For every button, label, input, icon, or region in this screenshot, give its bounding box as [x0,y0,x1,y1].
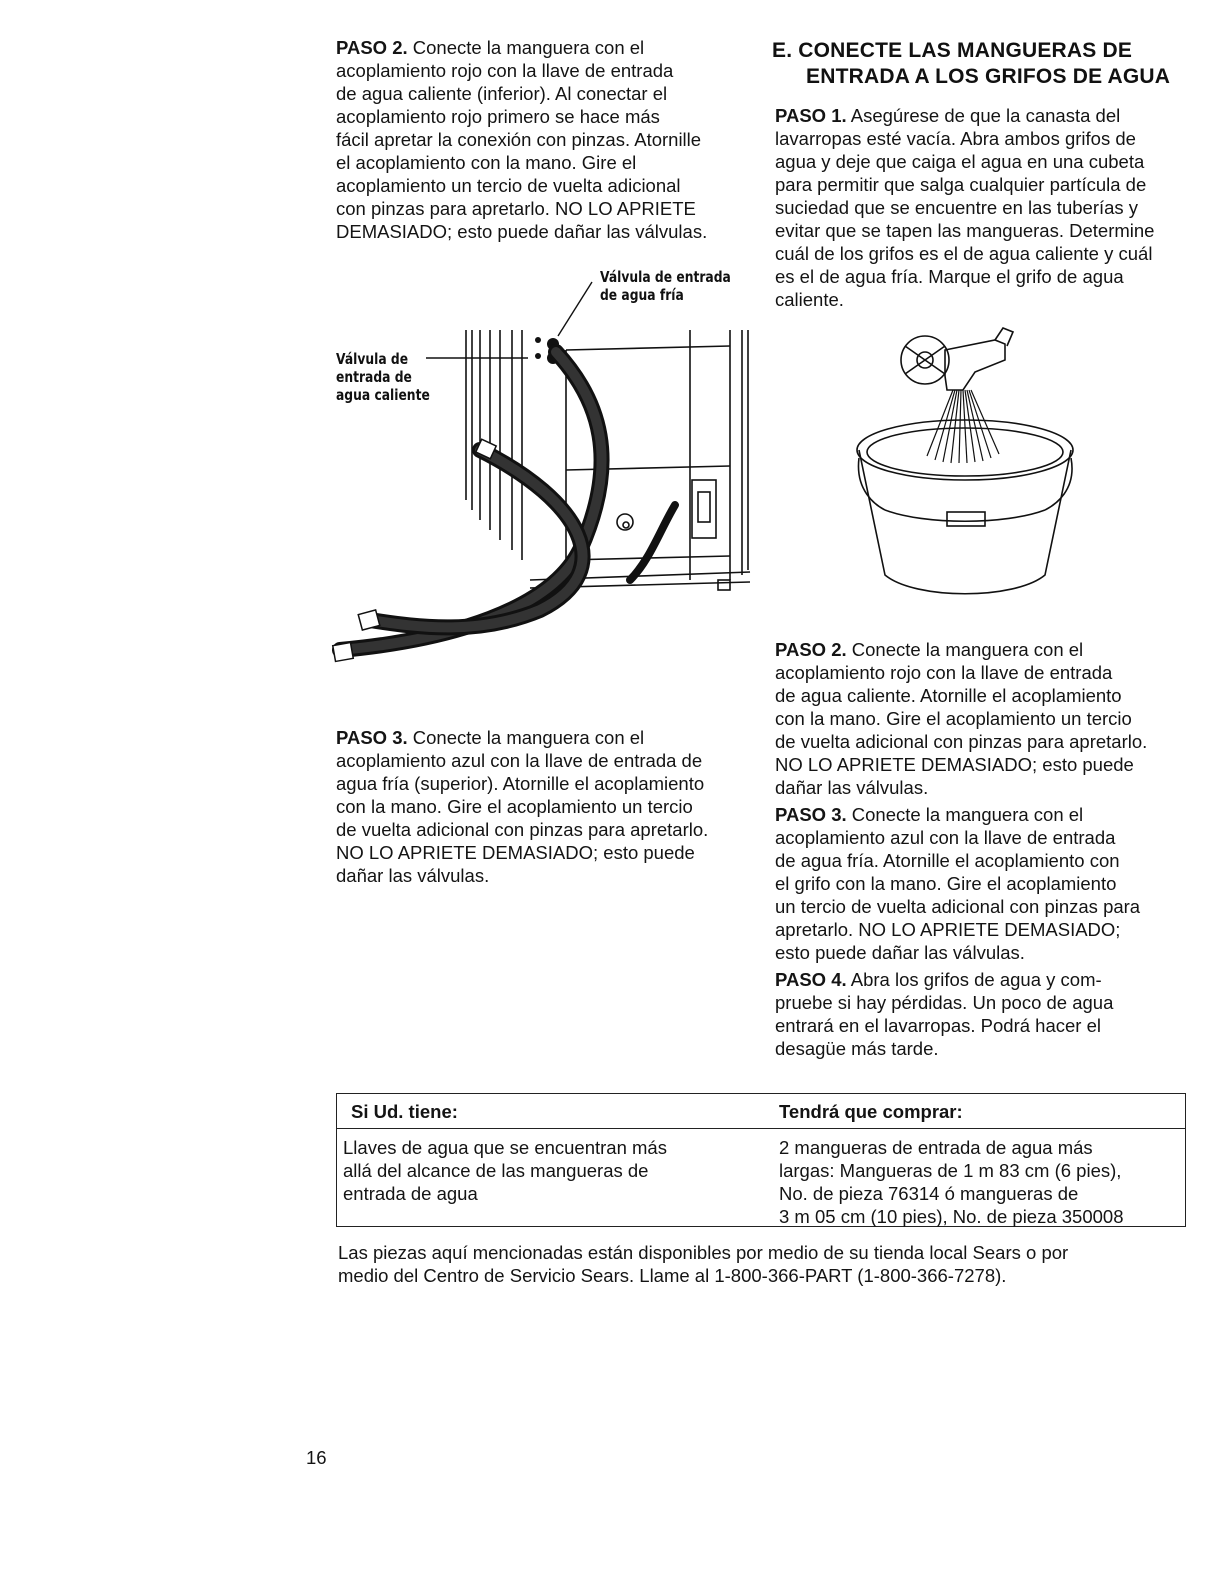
text-line: DEMASIADO; esto puede dañar las válvulas. [336,221,708,242]
text-line: de agua caliente. Atornille el acoplamiento [775,685,1122,706]
callout-leader-lines [420,280,620,360]
text-line: No. de pieza 76314 ó mangueras de [779,1183,1079,1204]
left-step2-paragraph [336,36,756,243]
text-line: 3 m 05 cm (10 pies), No. de pieza 350008 [779,1206,1124,1227]
text-line: Conecte la manguera con el [412,37,645,58]
table-header-left: Si Ud. tiene: [351,1101,458,1122]
text-line: caliente. [775,289,844,310]
section-title-line2: ENTRADA A LOS GRIFOS DE AGUA [806,65,1171,88]
text-line: evitar que se tapen las mangueras. Determine [775,220,1155,241]
text-line: suciedad que se encuentre en las tuberías y [775,197,1139,218]
hot-valve-label [336,350,430,404]
text-line: entrará en el lavarropas. Podrá hacer el [775,1015,1101,1036]
text-line: NO LO APRIETE DEMASIADO; esto puede [336,842,695,863]
text-line: lavarropas esté vacía. Abra ambos grifos de [775,128,1136,149]
text-line: acoplamiento rojo primero se hace más [336,106,660,127]
text-line: para permitir que salga cualquier partícula de [775,174,1147,195]
text-line: allá del alcance de las mangueras de [343,1160,649,1181]
text-line: apretarlo. NO LO APRIETE DEMASIADO; [775,919,1121,940]
label-line: agua caliente [336,386,430,404]
text-line: Conecte la manguera con el [851,639,1084,660]
page-number: 16 [306,1447,327,1468]
text-line: acoplamiento un tercio de vuelta adicional [336,175,681,196]
step-lead: PASO 3. [336,727,408,748]
text-line: de vuelta adicional con pinzas para apretarlo. [336,819,709,840]
section-title [772,38,1192,90]
text-line: agua fría (superior). Atornille el acoplamiento [336,773,705,794]
right-step2-paragraph [775,638,1195,799]
text-line: NO LO APRIETE DEMASIADO; esto puede [775,754,1134,775]
text-line: Conecte la manguera con el [851,804,1084,825]
text-line: Abra los grifos de agua y com- [850,969,1102,990]
step-lead: PASO 2. [775,639,847,660]
text-line: agua y deje que caiga el agua en una cubeta [775,151,1145,172]
cold-valve-label [600,268,731,304]
text-line: medio del Centro de Servicio Sears. Llame al 1-800-366-PART (1-800-366-7278). [338,1265,1007,1286]
table-cell-right [779,1136,1124,1228]
text-line: dañar las válvulas. [336,865,490,886]
text-line: de vuelta adicional con pinzas para apretarlo. [775,731,1148,752]
text-line: acoplamiento rojo con la llave de entrada [775,662,1113,683]
right-step1-paragraph [775,104,1195,311]
text-line: acoplamiento rojo con la llave de entrada [336,60,674,81]
text-line: es el de agua fría. Marque el grifo de agua [775,266,1124,287]
table-header-divider [337,1128,1185,1129]
parts-table [336,1093,1186,1227]
text-line: esto puede dañar las válvulas. [775,942,1025,963]
table-cell-left [343,1136,667,1205]
text-line: pruebe si hay pérdidas. Un poco de agua [775,992,1114,1013]
right-step3-paragraph [775,803,1195,964]
text-line: un tercio de vuelta adicional con pinzas para [775,896,1141,917]
parts-availability-note [338,1241,1188,1287]
step-lead: PASO 2. [336,37,408,58]
text-line: acoplamiento azul con la llave de entrada de [336,750,703,771]
text-line: Asegúrese de que la canasta del [850,105,1121,126]
text-line: cuál de los grifos es el de agua caliente y cuál [775,243,1153,264]
section-title-line1: E. CONECTE LAS MANGUERAS DE [772,39,1133,62]
left-step3-paragraph [336,726,756,887]
step-lead: PASO 3. [775,804,847,825]
text-line: de agua fría. Atornille el acoplamiento con [775,850,1120,871]
text-line: Llaves de agua que se encuentran más [343,1137,667,1158]
step-lead: PASO 1. [775,105,847,126]
text-line: entrada de agua [343,1183,478,1204]
text-line: de agua caliente (inferior). Al conectar el [336,83,668,104]
text-line: con la mano. Gire el acoplamiento un tercio [336,796,693,817]
table-header-right: Tendrá que comprar: [779,1101,963,1122]
text-line: Conecte la manguera con el [412,727,645,748]
label-line: de agua fría [600,286,684,304]
text-line: con pinzas para apretarlo. NO LO APRIETE [336,198,696,219]
step-lead: PASO 4. [775,969,847,990]
text-line: desagüe más tarde. [775,1038,939,1059]
label-line: entrada de [336,368,412,386]
label-line: Válvula de entrada [600,268,731,286]
text-line: 2 mangueras de entrada de agua más [779,1137,1093,1158]
faucet-bucket-illustration [855,320,1085,610]
label-line: Válvula de [336,350,409,368]
text-line: largas: Mangueras de 1 m 83 cm (6 pies), [779,1160,1122,1181]
text-line: Las piezas aquí mencionadas están disponibles por medio de su tienda local Sears o por [338,1242,1069,1263]
text-line: fácil apretar la conexión con pinzas. Atornille [336,129,702,150]
text-line: dañar las válvulas. [775,777,929,798]
text-line: el acoplamiento con la mano. Gire el [336,152,637,173]
text-line: acoplamiento azul con la llave de entrada [775,827,1116,848]
text-line: el grifo con la mano. Gire el acoplamiento [775,873,1117,894]
text-line: con la mano. Gire el acoplamiento un tercio [775,708,1132,729]
right-step4-paragraph [775,968,1195,1060]
